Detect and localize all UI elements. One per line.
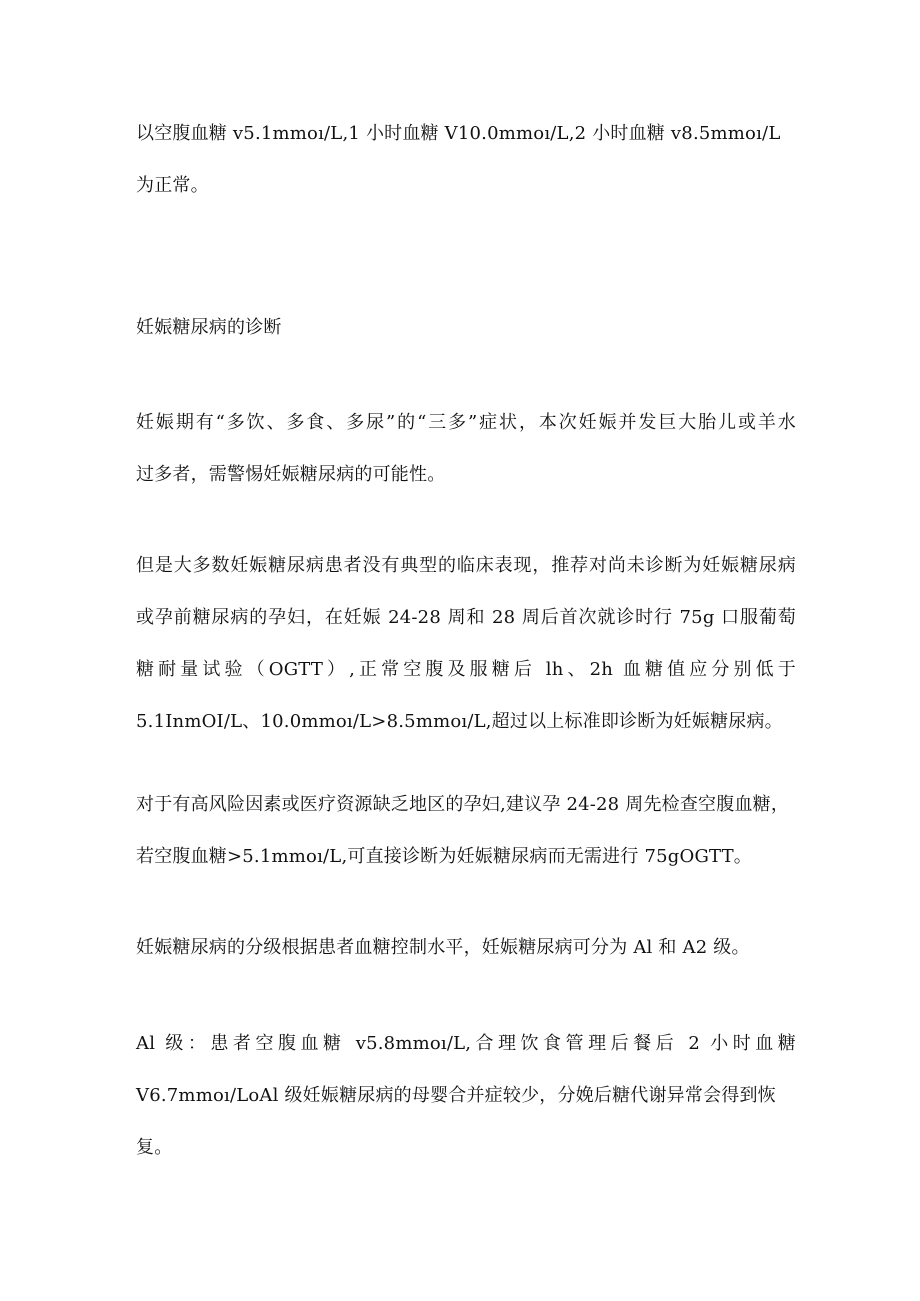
text-line: 以空腹血糖 v5.1mmoı∕L,1 小时血糖 V10.0mmoı∕L,2 小时血糖 v8.5mmoı∕L — [136, 123, 781, 144]
text-line: 复。 — [136, 1137, 173, 1158]
text-line: 对于有高风险因素或医疗资源缺乏地区的孕妇,建议孕 24-28 周先检查空腹血糖， — [136, 794, 790, 815]
text-line: 过多者，需警惕妊娠糖尿病的可能性。 — [136, 464, 446, 485]
paragraph-symptoms — [136, 397, 796, 501]
text-line: 糖耐量试验（OGTT）,正常空腹及服糖后 lh、2h 血糖值应分别低于 — [136, 659, 796, 680]
paragraph-normal-values — [136, 108, 796, 212]
paragraph-high-risk — [136, 779, 796, 883]
text-line: 5.1InmOI/L、10.0mmoı∕L>8.5mmoı∕L,超过以上标准即诊断为妊娠糖尿病。 — [136, 711, 783, 732]
text-line: 妊娠糖尿病的分级根据患者血糖控制水平，妊娠糖尿病可分为 Al 和 A2 级。 — [136, 937, 750, 958]
text-line: 为正常。 — [136, 175, 209, 196]
paragraph-ogtt-recommendation — [136, 540, 796, 748]
text-line: 妊娠期有“多饮、多食、多尿”的“三多”症状，本次妊娠并发巨大胎儿或羊水 — [136, 412, 796, 433]
paragraph-grading — [136, 922, 796, 974]
text-line: 若空腹血糖>5.1mmoı∕L,可直接诊断为妊娠糖尿病而无需进行 75gOGTT。 — [136, 846, 753, 867]
text-line: 但是大多数妊娠糖尿病患者没有典型的临床表现，推荐对尚未诊断为妊娠糖尿病 — [136, 555, 796, 576]
paragraph-a1-grade — [136, 1018, 796, 1174]
text-line: V6.7mmoı∕LoAl 级妊娠糖尿病的母婴合并症较少，分娩后糖代谢异常会得到恢 — [136, 1085, 776, 1106]
section-heading — [136, 302, 796, 354]
text-line: Al 级：患者空腹血糖 v5.8mmoı∕L,合理饮食管理后餐后 2 小时血糖 — [136, 1033, 796, 1054]
text-line: 或孕前糖尿病的孕妇，在妊娠 24-28 周和 28 周后首次就诊时行 75g 口服葡萄 — [136, 607, 796, 628]
heading-text: 妊娠糖尿病的诊断 — [136, 317, 282, 338]
